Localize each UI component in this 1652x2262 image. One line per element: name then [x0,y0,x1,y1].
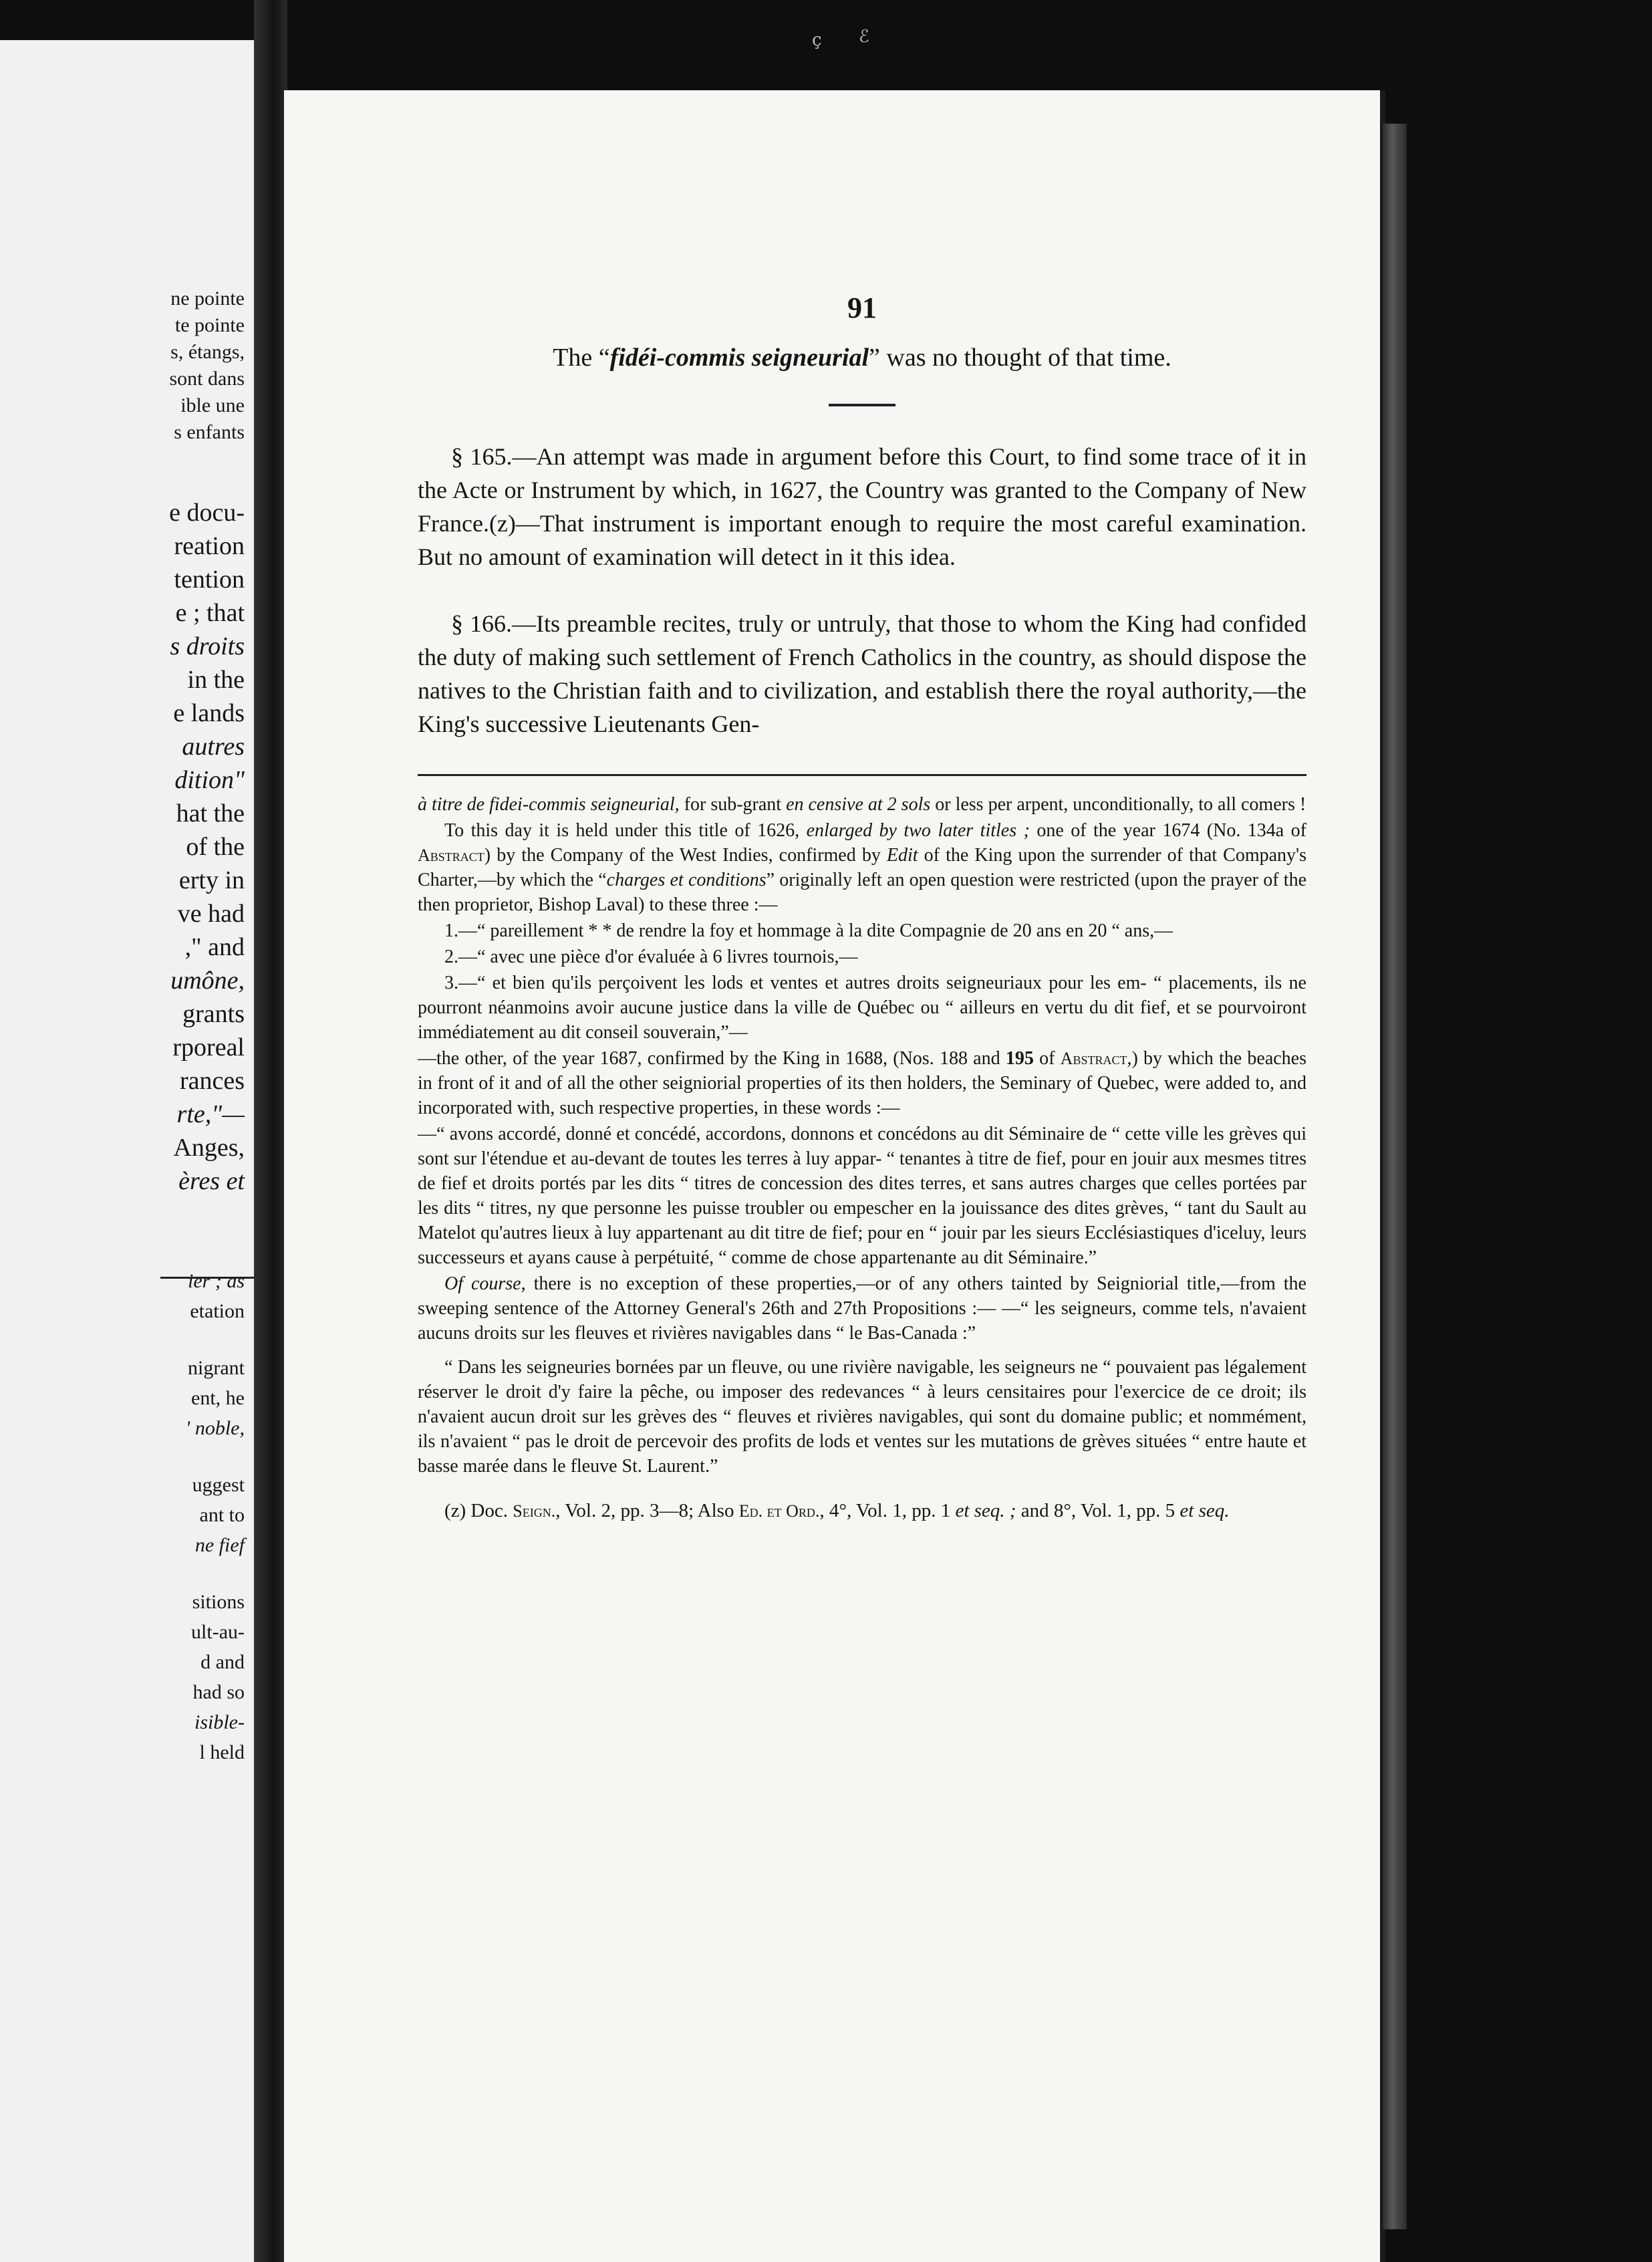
left-fragment: ve had [177,900,245,928]
left-footnote-rule [160,1277,254,1279]
left-fragment: e docu- [169,499,245,527]
right-page [284,27,1380,2262]
left-fragment: ne fief [194,1534,245,1556]
fn-course-italic: Of course, [444,1273,526,1294]
page-number: 91 [847,291,877,324]
lead-after: ” was no thought of that time. [869,344,1172,372]
cit-et-seq: et seq. ; [955,1500,1016,1521]
book-spine [254,0,287,2262]
fn-other-a: —the other, of the year 1687, confirmed by the King in 1688, (Nos. 188 and [418,1048,1006,1069]
fn-l2-c: ) by the Company of the West Indies, confirmed by [484,845,887,866]
fn-l2-a: To this day it is held under this title of 1626, [444,820,807,841]
fn-course-a: there is no exception of these properties,—or of any others tainted by Seigniorial title,—from the sweeping sentence of the Attorney General's 26th and 27th Propositions :— —“ les seigneurs, comme tels, n'avaient aucuns droits sur les fleuves et rivières navigables dans “ le Bas-Canada :” [418,1273,1306,1344]
left-fragment: d and [200,1651,245,1673]
footnote-dans-quote: “ Dans les seigneuries bornées par un fleuve, ou une rivière navigable, les seigneurs ne “ pouvaient pas légalement réserver le droit d'y faire la pêche, ou imposer des redevances “ à leurs censitaires pour l'exercice de ce droit; ils n'avaient aucun droit sur les grèves des “ fleuves et rivières navigables, qui sont du domaine public; et nommément, ils n'avaient “ pas le droit de percevoir des profits de lods et ventes sur les mutations de grèves situées “ entre haute et basse marée dans le fleuve St. Laurent.” [418,1357,1306,1477]
footnote-item-3: 3.—“ et bien qu'ils perçoivent les lods et ventes et autres droits seigneuriaux pour les em- “ placements, ils ne pourront néanmoins avoir aucune justice dans la ville de Québec ou “ ailleurs en vertu du dit fief, et se pourvoiront immédiatement au dit conseil souverain,”— [418,973,1306,1043]
citation-z [418,1499,1306,1523]
left-fragment: s, étangs, [170,341,245,363]
left-fragment: ible une [180,394,245,416]
left-fragment: Anges, [173,1134,245,1162]
cit-d: and 8°, Vol. 1, pp. 5 [1016,1500,1180,1521]
footnote-rule [418,774,1306,776]
top-mark-a: ç [812,30,822,50]
footnote-item-1: 1.—“ pareillement * * de rendre la foy et hommage à la dite Compagnie de 20 ans en 20 “ ans,— [444,920,1174,941]
page-content [418,291,1306,1525]
left-fragment: umône, [170,967,245,995]
cit-seign: Seign. [513,1501,556,1521]
top-mark-b: ℰ [859,27,869,47]
left-fragment: grants [182,1000,245,1028]
fn-l1-italic-2: en censive at 2 sols [786,794,931,815]
cit-c: , 4°, Vol. 1, pp. 1 [819,1500,956,1521]
left-fragment: reation [174,532,245,560]
left-fragment: nigrant [188,1357,245,1379]
left-fragment: tention [174,566,245,594]
left-fragment: ne pointe [170,287,245,309]
footnote-other-title [418,1046,1306,1120]
fn-l1-italic: à titre de fidei-commis seigneurial, [418,794,680,815]
lead-before: The “ [553,344,610,372]
page-edge [1383,124,1407,2229]
left-fragment: ," and [184,933,245,961]
left-fragment: autres [182,733,245,761]
left-fragment: hat the [176,799,245,828]
left-fragment: rte,"— [176,1100,245,1128]
left-fragment: isible- [194,1711,245,1733]
fn-l2-edit: Edit [886,845,918,866]
left-fragment: in the [187,666,245,694]
lead-line [418,341,1306,374]
footnote-of-course [418,1271,1306,1346]
left-fragment: ères et [178,1167,245,1195]
footnote-quote: —“ avons accordé, donné et concédé, accordons, donnons et concédons au dit Séminaire de “ cette ville les grèves qui sont sur l'étendue et au-devant de toutes les terres à luy appar- “ tenantes à titre de fief, pour en jouir aux mesmes titres de fief et droits portés par les dits “ titres de concession des dites terres, et sans autres charges que celles portées par les dits “ titres, ny que personne les puisse troubler ou empescher en la jouissance des dites grèves, “ tant du Sault au Matelot qu'autres lieux à luy appartenant au dit titre de fief; pour en “ jouir par les sieurs Ecclésiastiques d'iceluy, leurs successeurs et ayans cause à perpétuité, “ comme de chose appartenante au dit Séminaire.” [418,1124,1306,1268]
left-fragment: ent, he [191,1387,245,1409]
left-fragment: sitions [192,1591,245,1613]
left-fragment: ' noble, [185,1417,245,1439]
fn-l1-a: for sub-grant [679,794,787,815]
left-fragment: had so [192,1681,245,1703]
left-fragment: e lands [173,699,245,727]
left-fragment: dition" [174,766,245,794]
left-fragment: of the [186,833,245,861]
fn-other-bold: 195 [1005,1048,1034,1069]
left-fragment: uggest [192,1474,245,1496]
left-fragment: s enfants [174,421,245,443]
fn-other-b: of [1033,1048,1061,1069]
fn-l1-b: or less per arpent, unconditionally, to all comers ! [930,794,1306,815]
cit-a: (z) Doc. [444,1500,513,1521]
fn-l2-italic: enlarged by two later titles ; [806,820,1030,841]
citation-note [418,1499,1306,1523]
left-fragment: s droits [170,632,245,660]
fn-l2-b: one of the year 1674 (No. 134a of [1029,820,1306,841]
left-fragment: erty in [178,866,245,894]
left-fragment: etation [190,1300,245,1322]
left-fragment: sont dans [169,368,245,390]
fn-other-abstract: Abstract [1060,1049,1127,1068]
fn-l2-abstract: Abstract [418,846,485,865]
fn-l2-charges: charges et conditions [606,870,767,890]
cit-et-seq-2: et seq. [1180,1500,1230,1521]
left-page [0,40,254,2262]
paragraph-166: § 166.—Its preamble recites, truly or untruly, that those to whom the King had confided the duty of making such settlement of French Catholics in the country, as should dispose the natives to the Christian faith and to civilization, and establish there the royal authority,—the King's successive Lieutenants Gen- [418,610,1306,737]
paragraph-165: § 165.—An attempt was made in argument before this Court, to find some trace of it in the Acte or Instrument by which, in 1627, the Country was granted to the Company of New France.(z)—That instrument is important enough to require the most careful examination. But no amount of examination will detect in it this idea. [418,443,1306,570]
left-fragment: te pointe [174,314,245,336]
footnote-item-2: 2.—“ avec une pièce d'or évaluée à 6 livres tournois,— [444,947,858,967]
section-rule [829,404,896,406]
left-fragment: ant to [199,1504,245,1526]
left-fragment: ult-au- [191,1621,245,1643]
footnote-title-history [418,818,1306,917]
fn-l2-e: ” originally left an open question were restricted (upon the prayer of the then proprietor, Bishop Laval) to these three :— [418,870,1306,915]
left-fragment: ier ; as [188,1270,245,1292]
fn-other-c: ,) by which the beaches in front of it and of all the other seigniorial properties of its then holders, the Seminary of Quebec, were added to, and incorporated with, such respective properties, in these words :— [418,1048,1306,1118]
left-fragment: l held [199,1741,245,1763]
left-fragment: e ; that [175,599,245,627]
cit-b: , Vol. 2, pp. 3—8; Also [555,1500,739,1521]
left-fragment: rances [179,1067,245,1095]
cit-ed-ord: Ed. et Ord. [738,1501,820,1521]
footnote-continuation [418,792,1306,817]
fn-l2-d: of the King upon the surrender of that Company's Charter,—by which the “ [418,845,1306,890]
left-fragment: rporeal [172,1033,245,1061]
lead-emphasis: fidéi-commis seigneurial [609,344,869,372]
